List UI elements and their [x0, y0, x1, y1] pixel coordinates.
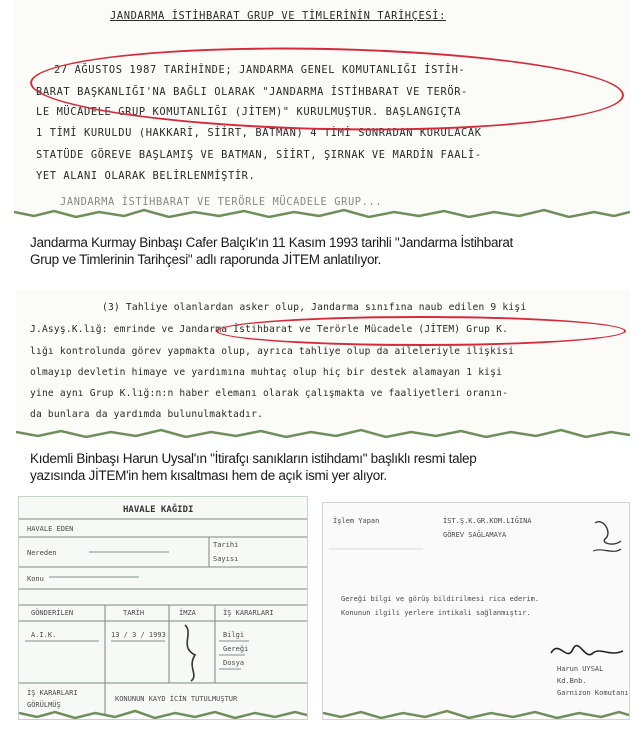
doc2-line: olmayıp devletin himaye ve yardımına muhtaç olup hiç bir destek alamayan 1 kişi [30, 367, 503, 378]
handwritten-signature [323, 503, 629, 719]
caption-1-line-2: Grup ve Timlerinin Tarihçesi" adlı raporunda JİTEM anlatılıyor. [30, 252, 382, 267]
form-value: Bilgi [223, 631, 245, 639]
doc1-line: JANDARMA İSTİHBARAT VE TERÖRLE MÜCADELE GRUP... [60, 196, 383, 208]
form-title: HAVALE KAĞIDI [123, 505, 194, 515]
letter-header-line: İST.Ş.K.GR.KOM.LIĞINA [443, 517, 532, 525]
torn-edge [323, 709, 629, 720]
signature-line: Garnizon Komutanı [557, 689, 629, 697]
highlight-oval [216, 316, 626, 346]
signature-line: Harun UYSAL [557, 665, 604, 673]
torn-edge [19, 709, 307, 720]
form-value: Gereği [223, 645, 249, 653]
doc2-line: lığı kontrolunda görev yapmakta olup, ayrıca tahliye olup da aileleriyle ilişkisi [30, 346, 515, 357]
doc1-line: LE MÜCADELE GRUP KOMUTANLIĞI (JİTEM)" KURULMUŞTUR. BAŞLANGIÇTA [36, 106, 462, 118]
form-label: İŞ KARARLARI [223, 609, 274, 617]
caption-2-line-1: Kıdemli Binbaşı Harun Uysal'ın "İtirafçı sanıkların istihdamı" başlıklı resmi talep [30, 451, 477, 466]
form-label: İMZA [179, 609, 196, 617]
form-footer: KONUNUN KAYD İCİN TUTULMUŞTUR [115, 695, 238, 703]
havale-form [18, 496, 308, 720]
doc1-line: 1 TİMİ KURULDU (HAKKARİ, SİİRT, BATMAN) 4 TİMİ SONRADAN KURULACAK [36, 127, 482, 139]
doc1-line: 27 AĞUSTOS 1987 TARİHİNDE; JANDARMA GENEL KOMUTANLIĞI İSTİH- [54, 64, 466, 76]
form-value: Dosya [223, 659, 245, 667]
form-footer: GÖRÜLMÜŞ [27, 701, 61, 709]
letter-body-line: Konunun ilgili yerlere intikali sağlanmıştır. [341, 609, 531, 617]
form-label: Nereden [27, 549, 57, 557]
signature-line: Kd.Bnb. [557, 677, 587, 685]
torn-edge [16, 428, 630, 438]
highlight-oval [29, 42, 625, 136]
torn-edge [14, 208, 630, 218]
doc1-line: YET ALANI OLARAK BELİRLENMİŞTİR. [36, 170, 256, 182]
form-value: A.I.K. [31, 631, 57, 639]
caption-1-line-1: Jandarma Kurmay Binbaşı Cafer Balçık'ın 11 Kasım 1993 tarihli "Jandarma İstihbarat [30, 235, 514, 250]
form-label: GÖNDERİLEN [31, 609, 74, 617]
letter-header-line: GÖREV SAĞLAMAYA [443, 531, 507, 539]
form-label: TARİH [123, 609, 145, 617]
doc1-line: STATÜDE GÖREVE BAŞLAMIŞ VE BATMAN, SİİRT, ŞIRNAK VE MARDİN FAALİ- [36, 149, 482, 161]
letter-body-line: Gereği bilgi ve görüş bildirilmesi rica ederim. [341, 595, 540, 603]
form-value: 13 / 3 / 1993 [111, 631, 166, 639]
doc2-line: da bunlara da yardımda bulunulmaktadır. [30, 409, 264, 420]
document-excerpt-1 [14, 0, 630, 218]
form-label: Sayısı [213, 555, 239, 563]
official-letter [322, 502, 630, 720]
caption-2-line-2: yazısında JİTEM'in hem kısaltması hem de açık ismi yer alıyor. [30, 468, 387, 483]
form-label: HAVALE EDEN [27, 525, 74, 533]
doc2-line: yine aynı Grup K.lığ:n:n haber elemanı olarak çalışmakta ve faaliyetleri oranın- [30, 388, 509, 399]
doc1-line: BARAT BAŞKANLIĞI'NA BAĞLI OLARAK "JANDARMA İSTİHBARAT VE TERÖR- [36, 86, 468, 98]
document-excerpt-2 [16, 290, 630, 438]
caption-2 [30, 450, 476, 484]
form-label: Konu [27, 575, 44, 583]
form-label: Tarihi [213, 541, 239, 549]
form-footer: İŞ KARARLARI [27, 689, 78, 697]
doc1-heading: JANDARMA İSTİHBARAT GRUP VE TİMLERİNİN TARİHÇESİ: [110, 10, 446, 22]
doc2-line: (3) Tahliye olanlardan asker olup, Jandarma sınıfına naub edilen 9 kişi [102, 302, 527, 313]
letter-header-left: İşlem Yapan [333, 517, 380, 525]
caption-1 [30, 234, 513, 268]
doc2-line: J.Asyş.K.lığ: emrinde ve Jandarma İstihbarat ve Terörle Mücadele (JİTEM) Grup K. [30, 324, 509, 335]
